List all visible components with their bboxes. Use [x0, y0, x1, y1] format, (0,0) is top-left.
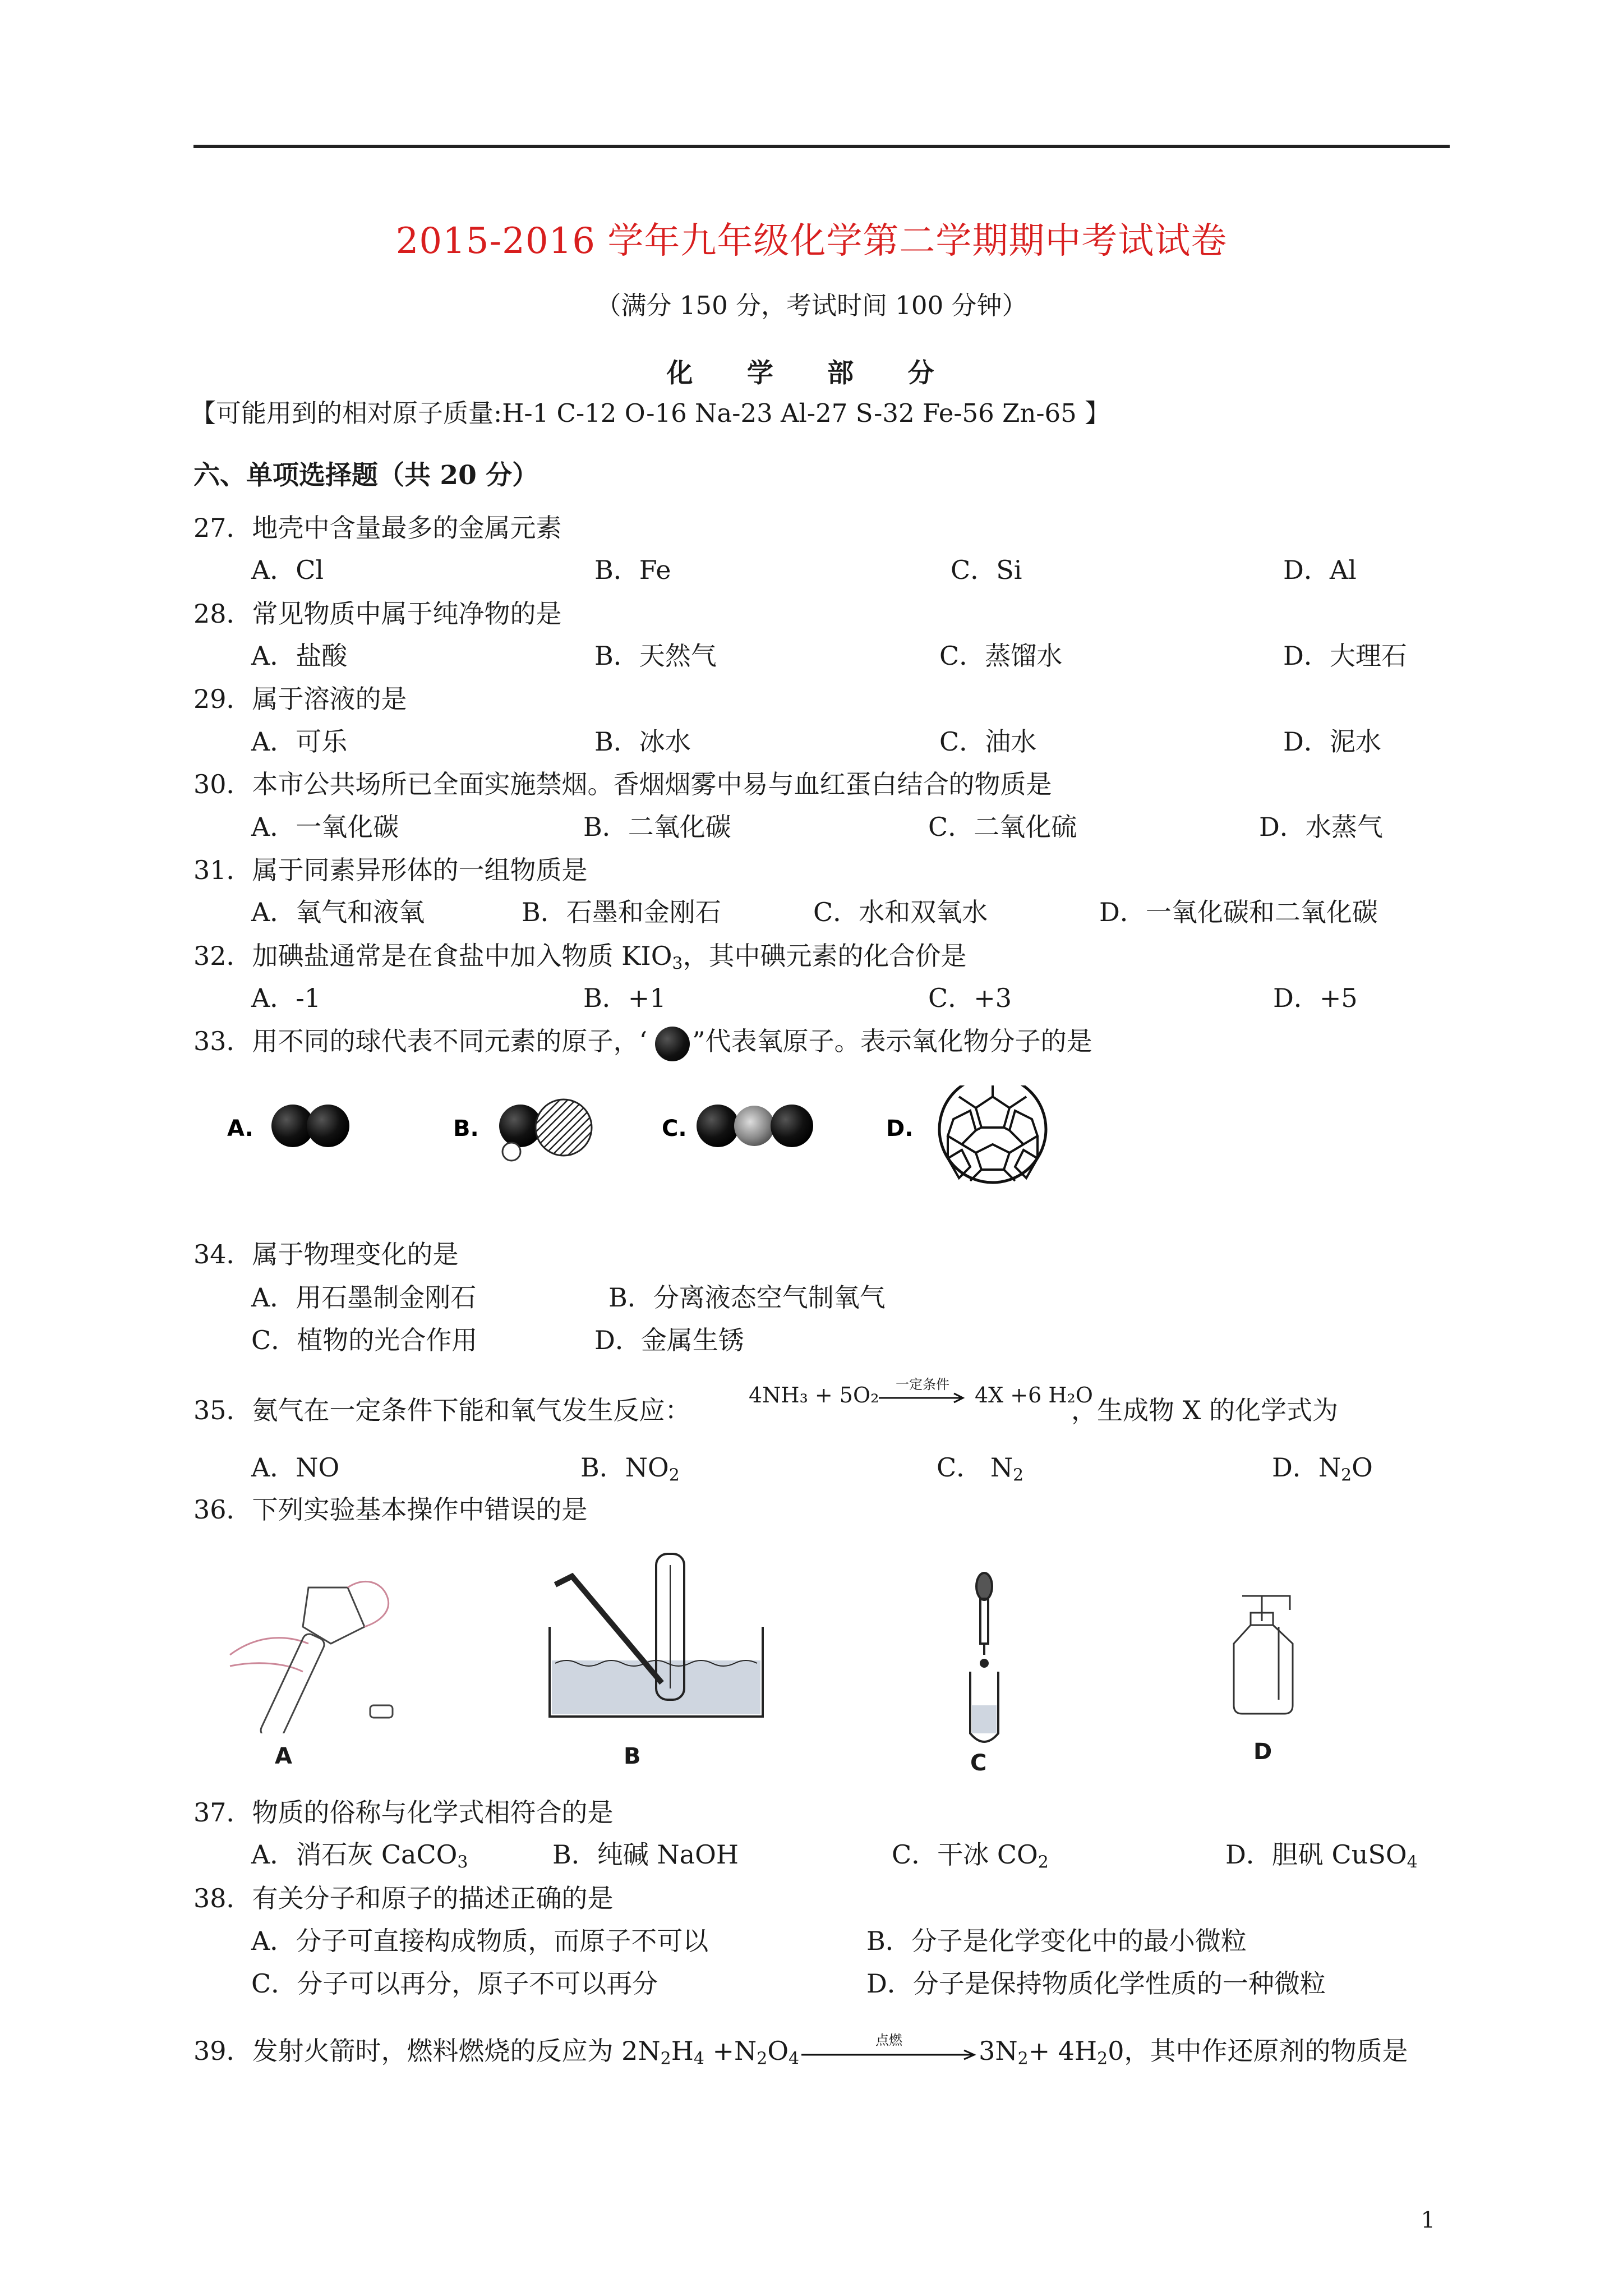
q31-option-d: D．一氧化碳和二氧化碳	[1099, 897, 1378, 927]
question-37: 37．物质的俗称与化学式相符合的是	[193, 1797, 614, 1828]
figure-label-b: B.	[453, 1116, 479, 1142]
page-number: 1	[1421, 2207, 1435, 2233]
q30-option-c: C．二氧化硫	[928, 812, 1077, 842]
model-c-triatomic-molecule	[697, 1105, 813, 1147]
top-rule	[193, 145, 1450, 148]
q34-option-b: B．分离液态空气制氧气	[608, 1282, 886, 1313]
q34-option-d: D．金属生锈	[594, 1325, 744, 1355]
q28-option-d: D．大理石	[1283, 641, 1407, 671]
model-b-oxide-molecule	[499, 1099, 592, 1161]
question-27: 27．地壳中含量最多的金属元素	[193, 513, 562, 543]
q38-option-b: B．分子是化学变化中的最小微粒	[866, 1926, 1247, 1956]
question-30: 30．本市公共场所已全面实施禁烟。香烟烟雾中易与血红蛋白结合的物质是	[193, 769, 1052, 799]
q34-option-a: A．用石墨制金刚石	[251, 1282, 477, 1313]
q37-option-a: A．消石灰 CaCO$_3$	[251, 1839, 468, 1872]
apparatus-label-d: D	[1253, 1739, 1272, 1765]
question-39: 39．发射火箭时，燃料燃烧的反应为 $2N_2H_4 +N_2O_4$ 点燃 $3N_2+ 4H_20$，其中作还原剂的物质是	[193, 2032, 1408, 2069]
figure-label-d: D.	[886, 1116, 914, 1142]
q32-option-a: A．-1	[251, 983, 321, 1013]
q35-option-d: D．$N_2O$	[1272, 1452, 1373, 1485]
q32-option-c: C．+3	[928, 983, 1012, 1013]
question-34: 34．属于物理变化的是	[193, 1239, 459, 1269]
section-heading: 化 学 部 分	[666, 358, 957, 389]
question-32: 32．加碘盐通常是在食盐中加入物质 $KIO_3$，其中碘元素的化合价是	[193, 941, 967, 974]
model-d-fullerene-cage	[939, 1085, 1046, 1182]
part-title: 六、单项选择题（共 20 分）	[193, 460, 539, 491]
q29-option-c: C．油水	[939, 726, 1037, 757]
q35-option-a: A．NO	[251, 1452, 340, 1483]
q35-stem-end: ，生成物 X 的化学式为	[1071, 1395, 1338, 1425]
q28-option-c: C．蒸馏水	[939, 641, 1063, 671]
model-a-two-oxygen-atoms	[271, 1105, 349, 1147]
oxygen-atom-icon	[647, 1031, 692, 1056]
q28-option-b: B．天然气	[594, 641, 717, 671]
apparatus-label-b: B	[624, 1743, 641, 1769]
q30-option-a: A．一氧化碳	[251, 812, 399, 842]
apparatus-label-a: A	[275, 1743, 292, 1769]
q37-option-c: C．干冰 $CO_2$	[892, 1839, 1049, 1872]
q30-option-d: D．水蒸气	[1259, 812, 1383, 842]
q29-option-d: D．泥水	[1283, 726, 1381, 757]
question-28: 28．常见物质中属于纯净物的是	[193, 599, 562, 629]
apparatus-c-dropper-test-tube	[948, 1571, 1021, 1745]
molecule-models-figure	[224, 1085, 1066, 1198]
q35-equation-condition: 一定条件	[896, 1377, 949, 1392]
apparatus-d-gas-bottle	[1195, 1588, 1324, 1722]
q31-option-a: A．氧气和液氧	[251, 897, 425, 927]
q29-option-a: A．可乐	[251, 726, 348, 757]
q38-option-d: D．分子是保持物质化学性质的一种微粒	[866, 1968, 1326, 1999]
exam-subtitle: （满分 150 分，考试时间 100 分钟）	[596, 291, 1027, 320]
q32-option-d: D．+5	[1273, 983, 1358, 1013]
q28-option-a: A．盐酸	[251, 641, 348, 671]
atomic-mass-note: 【可能用到的相对原子质量:H-1 C-12 O-16 Na-23 Al-27 S-32 Fe-56 Zn-65 】	[191, 398, 1110, 428]
q35-reaction-arrow	[878, 1390, 967, 1407]
q27-option-d: D．Al	[1283, 555, 1357, 585]
q37-option-d: D．胆矾 CuSO$_4$	[1225, 1839, 1418, 1872]
q35-option-c: C． $N_2$	[937, 1452, 1024, 1485]
q35-equation-right: 4X +6 H₂O	[975, 1383, 1093, 1407]
q30-option-b: B．二氧化碳	[583, 812, 731, 842]
figure-label-a: A.	[227, 1116, 253, 1142]
figure-label-c: C.	[662, 1116, 687, 1142]
question-33: 33．用不同的球代表不同元素的原子，‘ ”代表氧原子。表示氧化物分子的是	[193, 1021, 1092, 1058]
question-38: 38．有关分子和原子的描述正确的是	[193, 1883, 614, 1913]
apparatus-b-gas-collection	[538, 1543, 774, 1733]
q35-equation-left: 4NH₃ + 5O₂	[749, 1383, 879, 1407]
question-35: 35．氨气在一定条件下能和氧气发生反应：	[193, 1395, 691, 1425]
q31-option-b: B．石墨和金刚石	[522, 897, 721, 927]
q35-option-b: B．$NO_2$	[580, 1452, 680, 1485]
q38-option-c: C．分子可以再分，原子不可以再分	[251, 1968, 658, 1999]
q27-option-a: A．Cl	[251, 555, 324, 585]
apparatus-label-c: C	[970, 1750, 987, 1776]
q38-option-a: A．分子可直接构成物质，而原子不可以	[251, 1926, 709, 1956]
q29-option-b: B．冰水	[594, 726, 691, 757]
q27-option-b: B．Fe	[594, 555, 671, 585]
exam-title: 2015-2016 学年九年级化学第二学期期中考试试卷	[395, 220, 1228, 262]
q37-option-b: B．纯碱 NaOH	[552, 1839, 739, 1870]
q32-option-b: B．+1	[583, 983, 666, 1013]
apparatus-a-pouring-liquid	[219, 1565, 426, 1733]
q39-reaction-arrow: 点燃	[799, 2040, 979, 2066]
question-29: 29．属于溶液的是	[193, 684, 407, 714]
q34-option-c: C．植物的光合作用	[251, 1325, 478, 1355]
question-31: 31．属于同素异形体的一组物质是	[193, 855, 588, 885]
q27-option-c: C．Si	[951, 555, 1022, 585]
q31-option-c: C．水和双氧水	[813, 897, 988, 927]
question-36: 36．下列实验基本操作中错误的是	[193, 1494, 588, 1525]
